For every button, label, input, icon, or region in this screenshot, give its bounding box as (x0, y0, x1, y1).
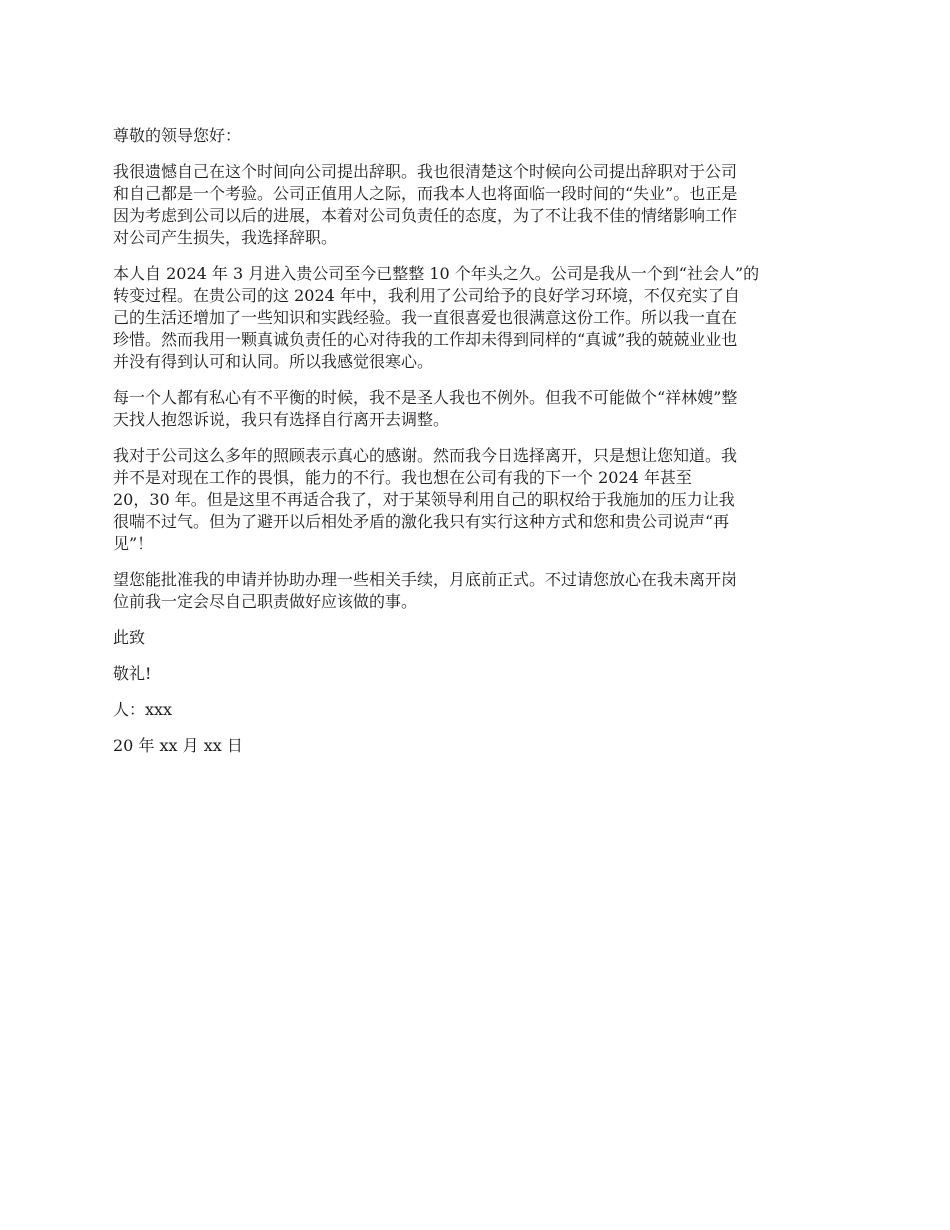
paragraph-line: 因为考虑到公司以后的进展，本着对公司负责任的态度，为了不让我不佳的情绪影响工作 (113, 206, 738, 225)
paragraph-line: 望您能批准我的申请并协助办理一些相关手续，月底前正式。不过请您放心在我未离开岗 (113, 570, 738, 589)
paragraph-line: 每一个人都有私心有不平衡的时候，我不是圣人我也不例外。但我不可能做个“祥林嫂”整 (113, 388, 738, 407)
letter-greeting: 尊敬的领导您好： (113, 126, 242, 145)
letter-body (113, 125, 840, 771)
closing-salutation: 此致 (113, 628, 146, 647)
closing-regards: 敬礼! (113, 664, 152, 683)
paragraph-2 (113, 263, 840, 373)
paragraph-line: 很喘不过气。但为了避开以后相处矛盾的激化我只有实行这种方式和您和贵公司说声“再 (113, 512, 730, 531)
paragraph-line: 己的生活还增加了一些知识和实践经验。我一直很喜爱也很满意这份工作。所以我一直在 (113, 308, 738, 327)
letter-date: 20 年 xx 月 xx 日 (113, 736, 243, 755)
paragraph-4 (113, 445, 840, 555)
paragraph-line: 并不是对现在工作的畏惧，能力的不行。我也想在公司有我的下一个 2024 年甚至 (113, 468, 692, 487)
paragraph-3 (113, 387, 840, 431)
paragraph-line: 珍惜。然而我用一颗真诚负责任的心对待我的工作却未得到同样的“真诚”我的兢兢业业也 (113, 330, 738, 349)
paragraph-line: 天找人抱怨诉说，我只有选择自行离开去调整。 (113, 410, 450, 429)
paragraph-5 (113, 569, 840, 613)
paragraph-line: 和自己都是一个考验。公司正值用人之际，而我本人也将面临一段时间的“失业”。也正是 (113, 184, 738, 203)
paragraph-line: 对公司产生损失，我选择辞职。 (113, 228, 338, 247)
paragraph-1 (113, 161, 840, 249)
paragraph-line: 我对于公司这么多年的照顾表示真心的感谢。然而我今日选择离开，只是想让您知道。我 (113, 446, 738, 465)
paragraph-line: 并没有得到认可和认同。所以我感觉很寒心。 (113, 352, 434, 371)
paragraph-line: 位前我一定会尽自己职责做好应该做的事。 (113, 592, 418, 611)
paragraph-line: 20，30 年。但是这里不再适合我了，对于某领导利用自己的职权给于我施加的压力让我 (113, 490, 735, 509)
paragraph-line: 本人自 2024 年 3 月进入贵公司至今已整整 10 个年头之久。公司是我从一个到“社会人”的 (113, 264, 760, 283)
paragraph-line: 转变过程。在贵公司的这 2024 年中，我利用了公司给予的良好学习环境，不仅充实了自 (113, 286, 740, 305)
paragraph-line: 见”！ (113, 534, 154, 553)
signature-line: 人：xxx (113, 700, 173, 719)
paragraph-line: 我很遗憾自己在这个时间向公司提出辞职。我也很清楚这个时候向公司提出辞职对于公司 (113, 162, 738, 181)
